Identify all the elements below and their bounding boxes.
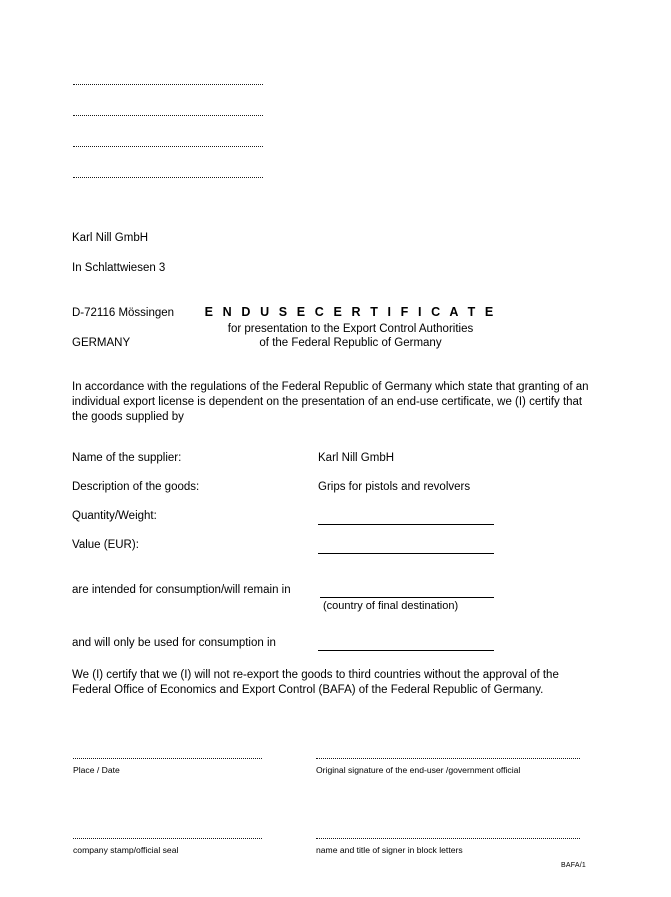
value-eur-input-line[interactable] xyxy=(318,553,494,554)
intro-paragraph: In accordance with the regulations of the Federal Republic of Germany which state that granting of an individual export license is dependent on the presentation of an end-use certificate, we (I) certify that the goods supplied by xyxy=(72,381,589,424)
signature-caption: name and title of signer in block letters xyxy=(316,845,463,855)
signature-caption: Place / Date xyxy=(73,765,120,775)
consumption-country-input-line[interactable] xyxy=(318,650,494,651)
field-value: Grips for pistols and revolvers xyxy=(318,481,471,493)
field-row-supplier xyxy=(72,452,597,481)
field-label: Value (EUR): xyxy=(72,539,139,551)
signature-block-place-date xyxy=(73,758,262,775)
final-destination-hint: (country of final destination) xyxy=(323,600,459,612)
recipient-address-rules xyxy=(73,84,263,178)
sender-street: In Schlattwiesen 3 xyxy=(72,262,166,274)
signature-rule-line[interactable] xyxy=(73,758,262,759)
final-destination-input-line[interactable] xyxy=(320,597,494,598)
address-rule-line xyxy=(73,115,263,116)
form-code: BAFA/1 xyxy=(561,862,586,869)
document-subtitle-line2: of the Federal Republic of Germany xyxy=(259,337,442,349)
final-destination-text: are intended for consumption/will remain in xyxy=(72,584,291,596)
signature-rule-line[interactable] xyxy=(316,758,580,759)
quantity-weight-input-line[interactable] xyxy=(318,524,494,525)
address-rule-line xyxy=(73,177,263,178)
document-title: E N D U S E C E R T I F I C A T E xyxy=(204,305,497,319)
signature-rule-line[interactable] xyxy=(316,838,580,839)
sender-company: Karl Nill GmbH xyxy=(72,232,149,244)
sender-country: GERMANY xyxy=(72,337,131,349)
field-label: Description of the goods: xyxy=(72,481,200,493)
signature-caption: Original signature of the end-user /government official xyxy=(316,765,521,775)
title-block xyxy=(0,305,671,350)
field-value: Karl Nill GmbH xyxy=(318,452,395,464)
sender-postal-city: D-72116 Mössingen xyxy=(72,307,175,319)
signature-caption: company stamp/official seal xyxy=(73,845,179,855)
signature-block-company-stamp xyxy=(73,838,262,855)
field-label: Quantity/Weight: xyxy=(72,510,157,522)
document-subtitle-line1: for presentation to the Export Control Authorities xyxy=(227,323,474,335)
consumption-country-text: and will only be used for consumption in xyxy=(72,637,276,649)
field-row-value-eur xyxy=(72,539,597,568)
field-list xyxy=(72,452,597,568)
address-rule-line xyxy=(73,146,263,147)
reexport-paragraph: We (I) certify that we (I) will not re-export the goods to third countries without the approval of the Federal Office of Economics and Export Control (BAFA) of the Federal Republic of Germany. xyxy=(72,669,559,697)
signature-rule-line[interactable] xyxy=(73,838,262,839)
field-row-quantity-weight xyxy=(72,510,597,539)
address-rule-line xyxy=(73,84,263,85)
signature-block-original-signature xyxy=(316,758,580,775)
signature-block-signer-name xyxy=(316,838,580,855)
field-label: Name of the supplier: xyxy=(72,452,182,464)
field-row-description xyxy=(72,481,597,510)
